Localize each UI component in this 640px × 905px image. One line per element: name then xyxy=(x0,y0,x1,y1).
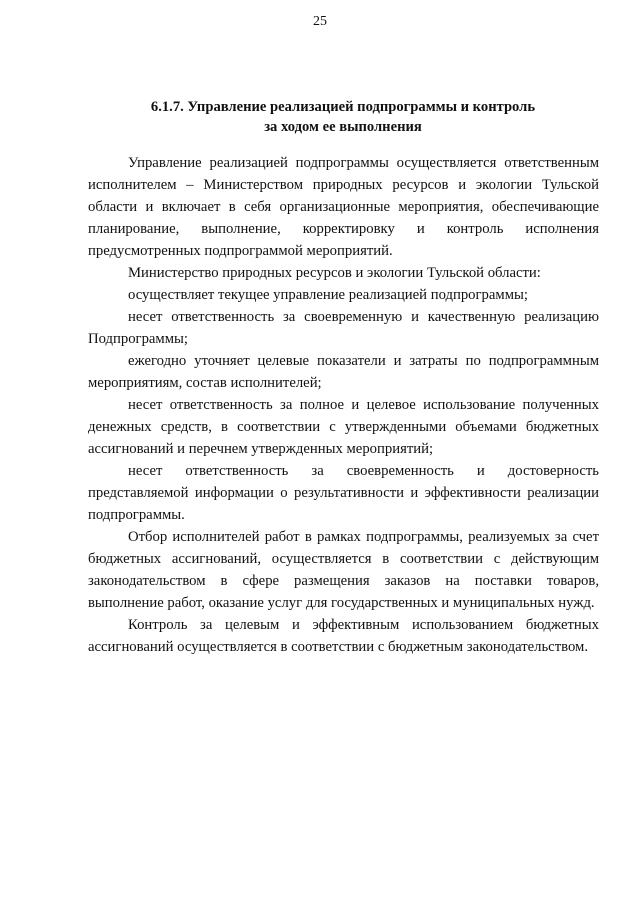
paragraph-ministry-intro: Министерство природных ресурсов и экологии Тульской области: xyxy=(128,265,541,281)
paragraph-timely-implementation: несет ответственность за своевременную и качественную реализацию Подпрограммы; xyxy=(88,309,599,347)
paragraph-current-management: осуществляет текущее управление реализацией подпрограммы; xyxy=(128,287,528,303)
section-heading xyxy=(88,97,598,137)
paragraph-budget-control: Контроль за целевым и эффективным использованием бюджетных ассигнований осуществляется в соответствии с бюджетным законодательством. xyxy=(88,617,599,655)
section-heading-line-1: 6.1.7. Управление реализацией подпрограммы и контроль xyxy=(150,99,536,115)
paragraph-contractor-selection: Отбор исполнителей работ в рамках подпрограммы, реализуемых за счет бюджетных ассигнований, осуществляется в соответствии с действующим законодательством в сфере размещения заказов на поставки товаров, выполнение работ, оказание услуг для государственных и муниципальных нужд. xyxy=(88,529,599,611)
document-body xyxy=(88,152,599,658)
section-heading-line-2: за ходом ее выполнения xyxy=(264,119,422,135)
paragraph-information-reliability: несет ответственность за своевременность и достоверность представляемой информации о результативности и эффективности реализации подпрограммы. xyxy=(88,463,599,523)
paragraph-funds-responsibility: несет ответственность за полное и целевое использование полученных денежных средств, в соответствии с утвержденными объемами бюджетных ассигнований и перечнем утвержденных мероприятий; xyxy=(88,397,599,457)
paragraph-management-overview: Управление реализацией подпрограммы осуществляется ответственным исполнителем – Министерством природных ресурсов и экологии Тульской области и включает в себя организационные мероприятия, обеспечивающие планирование, выполнение, корректировку и контроль исполнения предусмотренных подпрограммой мероприятий. xyxy=(88,155,599,259)
paragraph-annual-indicators: ежегодно уточняет целевые показатели и затраты по подпрограммным мероприятиям, состав исполнителей; xyxy=(88,353,599,391)
page-number: 25 xyxy=(313,14,327,29)
